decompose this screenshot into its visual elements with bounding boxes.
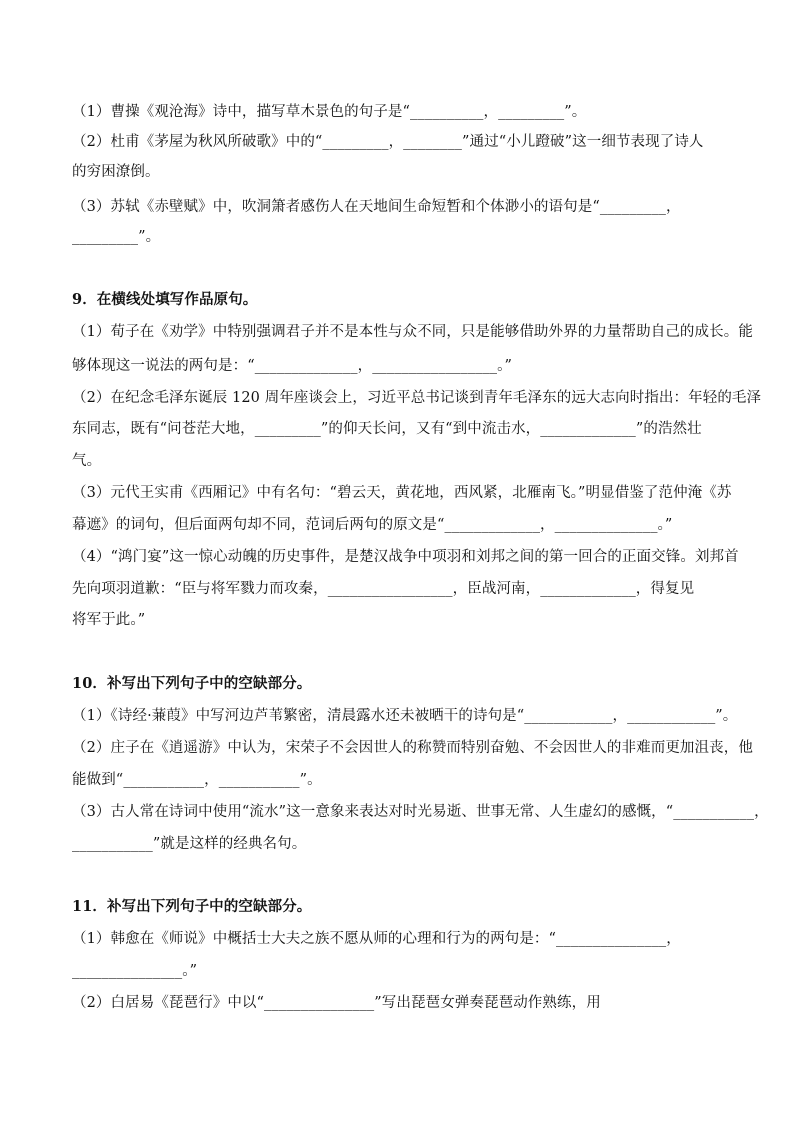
q11-item-1-line-1: （1）韩愈在《师说》中概括士大夫之族不愿从师的心理和行为的两句是：“_______________， bbox=[72, 931, 681, 947]
q9-item-2-line-3: 气。 bbox=[72, 453, 102, 469]
q9-item-2-line-2: 东同志，既有“问苍茫大地，_________”的仰天长问，又有“到中流击水，_____________”的浩然壮 bbox=[72, 421, 702, 437]
q9-item-1-line-2: 够体现这一说法的两句是：“______________，_________________。” bbox=[72, 358, 513, 374]
q9-title: 9．在横线处填写作品原句。 bbox=[72, 291, 258, 308]
q9-item-4-line-3: 将军于此。” bbox=[72, 612, 146, 628]
q9-item-3-line-1: （3）元代王实甫《西厢记》中有名句：“碧云天，黄花地，西风紧，北雁南飞。”明显借鉴了范仲淹《苏 bbox=[72, 485, 732, 501]
q9-item-1-line-1: （1）荀子在《劝学》中特别强调君子并不是本性与众不同，只是能够借助外界的力量帮助自己的成长。能 bbox=[72, 324, 753, 340]
q8-item-1: （1）曹操《观沧海》诗中，描写草木景色的句子是“__________，_________”。 bbox=[72, 104, 587, 120]
q8-item-3-line-2: _________”。 bbox=[72, 229, 161, 245]
q9-item-3-line-2: 幕遮》的词句，但后面两句却不同，范词后两句的原文是“_____________，______________。” bbox=[72, 517, 673, 533]
q9-item-2-line-1: （2）在纪念毛泽东诞辰 120 周年座谈会上，习近平总书记谈到青年毛泽东的远大志向时指出：年轻的毛泽 bbox=[72, 390, 762, 406]
q11-item-1-line-2: _______________。” bbox=[72, 963, 198, 979]
q10-title: 10．补写出下列句子中的空缺部分。 bbox=[72, 675, 312, 692]
q11-title: 11．补写出下列句子中的空缺部分。 bbox=[72, 898, 312, 915]
q8-item-2-line-1: （2）杜甫《茅屋为秋风所破歌》中的“_________，________”通过“小儿蹬破”这一细节表现了诗人 bbox=[72, 134, 704, 150]
q10-item-3-line-2: ___________”就是这样的经典名句。 bbox=[72, 836, 307, 852]
q10-item-2-line-2: 能做到“___________，___________”。 bbox=[72, 772, 322, 788]
q8-item-3-line-1: （3）苏轼《赤壁赋》中，吹洞箫者感伤人在天地间生命短暂和个体渺小的语句是“_________， bbox=[72, 199, 681, 215]
q11-item-2-line-1: （2）白居易《琵琶行》中以“_______________”写出琵琶女弹奏琵琶动作熟练，用 bbox=[72, 995, 601, 1011]
q10-item-2-line-1: （2）庄子在《逍遥游》中认为，宋荣子不会因世人的称赞而特别奋勉、不会因世人的非难而更加沮丧，他 bbox=[72, 740, 753, 756]
q8-item-2-line-2: 的穷困潦倒。 bbox=[72, 164, 160, 180]
q10-item-1: （1）《诗经·蒹葭》中写河边芦苇繁密，清晨露水还未被晒干的诗句是“____________，____________”。 bbox=[72, 708, 738, 724]
q9-item-4-line-2: 先向项羽道歉：“臣与将军戮力而攻秦，_________________，臣战河南，_____________，得复见 bbox=[72, 581, 695, 597]
q10-item-3-line-1: （3）古人常在诗词中使用“流水”这一意象来表达对时光易逝、世事无常、人生虚幻的感慨，“___________， bbox=[72, 804, 769, 820]
q9-item-4-line-1: （4）“鸿门宴”这一惊心动魄的历史事件，是楚汉战争中项羽和刘邦之间的第一回合的正面交锋。刘邦首 bbox=[72, 549, 739, 565]
